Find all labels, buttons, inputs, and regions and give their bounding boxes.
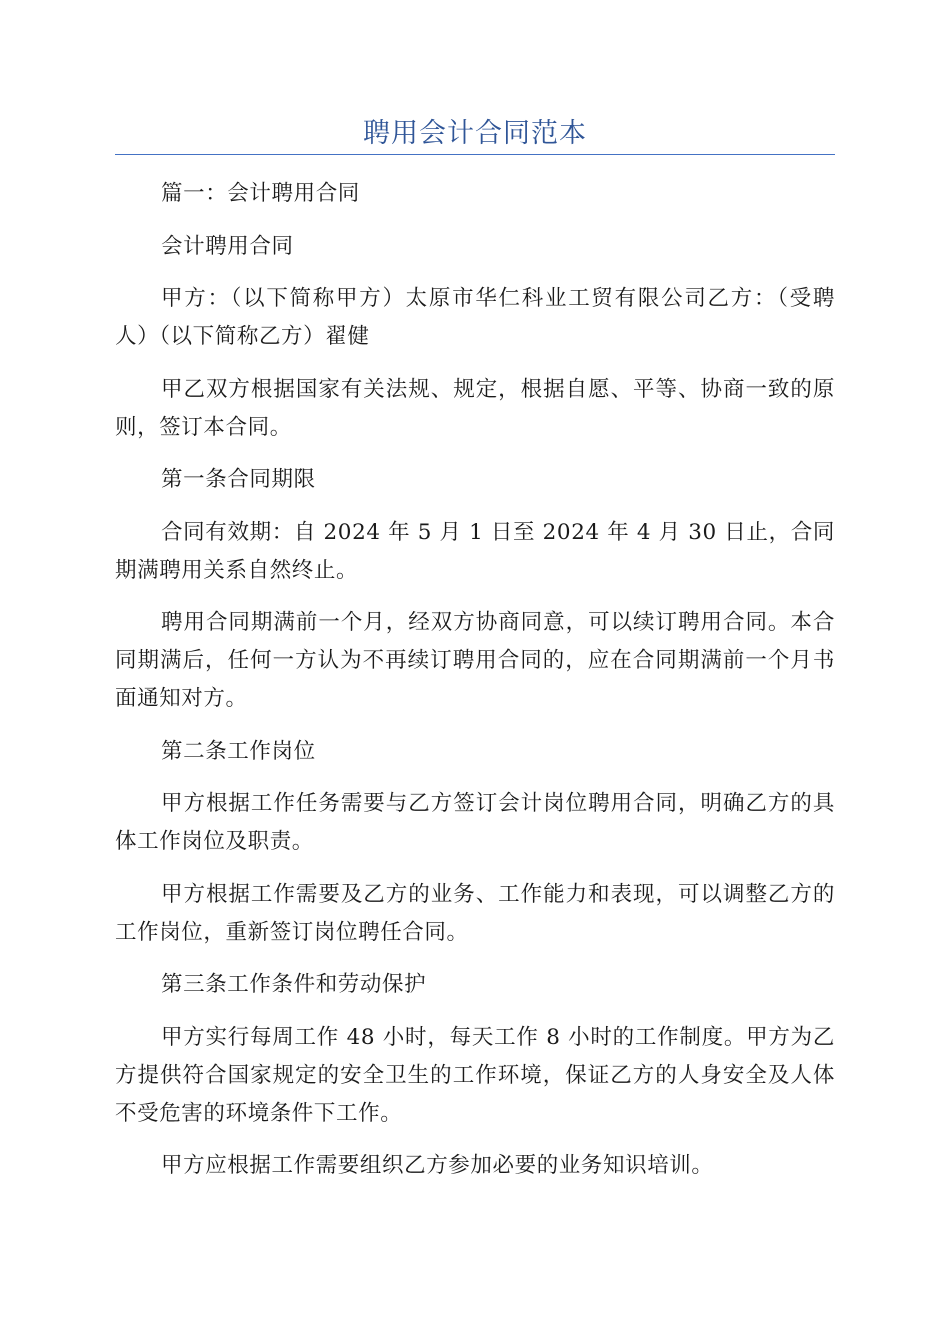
parties-paragraph: 甲方：（以下简称甲方）太原市华仁科业工贸有限公司乙方：（受聘人）（以下简称乙方）翟健 <box>115 286 835 349</box>
contract-term-paragraph: 合同有效期：自 2024 年 5 月 1 日至 2024 年 4 月 30 日止，合同期满聘用关系自然终止。 <box>115 519 835 583</box>
document-title: 聘用会计合同范本 <box>363 118 587 149</box>
position-adjustment-paragraph: 甲方根据工作需要及乙方的业务、工作能力和表现，可以调整乙方的工作岗位，重新签订岗位聘任合同。 <box>115 881 835 945</box>
training-paragraph: 甲方应根据工作需要组织乙方参加必要的业务知识培训。 <box>161 1153 714 1178</box>
article-3-heading: 第三条工作条件和劳动保护 <box>161 972 427 997</box>
article-2-heading: 第二条工作岗位 <box>161 738 316 764</box>
contract-heading: 会计聘用合同 <box>161 233 294 259</box>
document-body <box>115 175 835 1200</box>
section-heading-part-one: 篇一：会计聘用合同 <box>161 181 360 206</box>
renewal-paragraph: 聘用合同期满前一个月，经双方协商同意，可以续订聘用合同。本合同期满后，任何一方认为不再续订聘用合同的，应在合同期满前一个月书面通知对方。 <box>115 610 835 711</box>
working-hours-paragraph: 甲方实行每周工作 48 小时，每天工作 8 小时的工作制度。甲方为乙方提供符合国家规定的安全卫生的工作环境，保证乙方的人身安全及人体不受危害的环境条件下工作。 <box>115 1024 835 1126</box>
article-1-heading: 第一条合同期限 <box>161 467 316 492</box>
position-paragraph: 甲方根据工作任务需要与乙方签订会计岗位聘用合同，明确乙方的具体工作岗位及职责。 <box>115 791 835 854</box>
principle-paragraph: 甲乙双方根据国家有关法规、规定，根据自愿、平等、协商一致的原则，签订本合同。 <box>115 376 835 440</box>
title-underline <box>115 154 835 155</box>
